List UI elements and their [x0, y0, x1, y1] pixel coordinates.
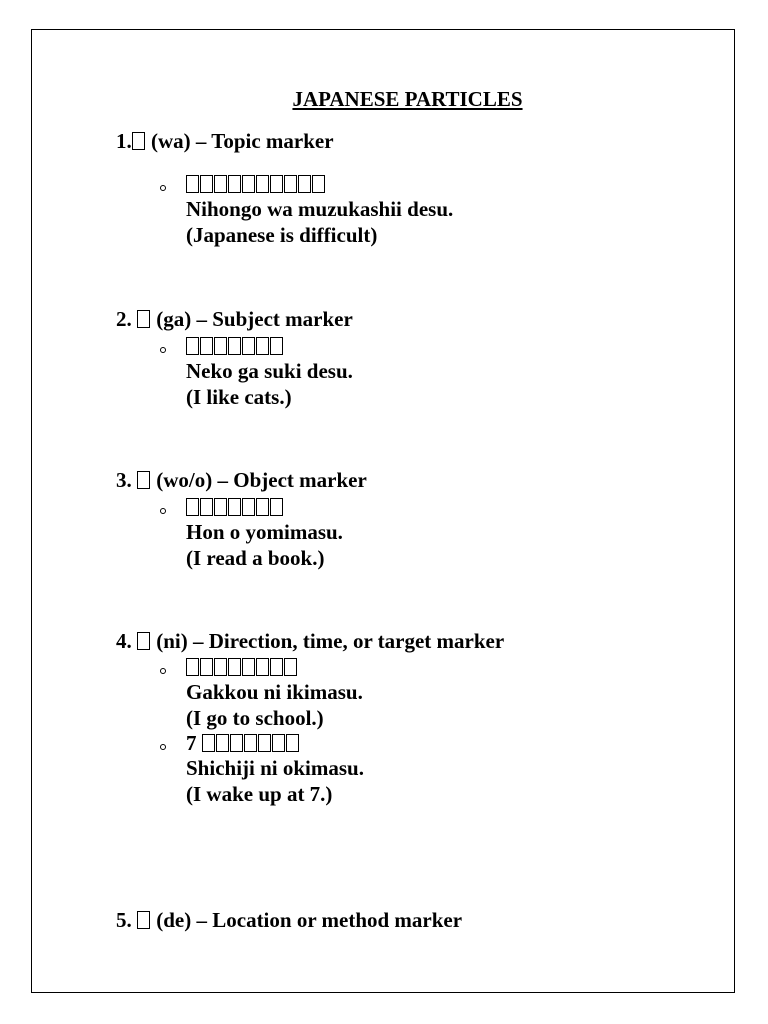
section-heading-ni — [116, 629, 504, 654]
example-ni-1 — [160, 655, 363, 731]
missing-glyph-icon — [200, 658, 213, 676]
example-japanese — [186, 172, 453, 197]
missing-glyph-icon — [186, 337, 199, 355]
missing-glyph-icon — [298, 175, 311, 193]
section-heading-wo — [116, 468, 367, 493]
example-translation: (Japanese is difficult) — [186, 222, 378, 247]
missing-glyph-icon — [137, 911, 150, 929]
missing-glyph-icon — [244, 734, 257, 752]
missing-glyph-icon — [242, 658, 255, 676]
missing-glyph-icon — [228, 175, 241, 193]
missing-glyph-icon — [200, 498, 213, 516]
section-heading-text: (ga) – Subject marker — [151, 307, 353, 331]
bullet-icon — [160, 347, 166, 353]
missing-glyph-icon — [216, 734, 229, 752]
missing-glyph-icon — [200, 175, 213, 193]
bullet-icon — [160, 668, 166, 674]
example-romaji: Nihongo wa muzukashii desu. — [186, 197, 454, 222]
missing-glyph-icon — [228, 498, 241, 516]
missing-glyph-icon — [270, 337, 283, 355]
example-ni-2 — [160, 731, 364, 807]
example-japanese — [186, 495, 343, 520]
missing-glyph-icon — [214, 175, 227, 193]
missing-glyph-icon — [214, 498, 227, 516]
example-japanese-prefix: 7 — [186, 731, 202, 755]
missing-glyph-icon — [272, 734, 285, 752]
missing-glyph-icon — [137, 310, 150, 328]
missing-glyph-icon — [137, 632, 150, 650]
section-number: 1. — [116, 129, 132, 153]
example-romaji: Hon o yomimasu. — [186, 520, 343, 545]
section-heading-ga — [116, 307, 353, 332]
example-translation: (I wake up at 7.) — [186, 781, 333, 806]
section-number: 3. — [116, 468, 137, 492]
section-number: 5. — [116, 908, 137, 932]
example-translation: (I go to school.) — [186, 705, 324, 730]
example-japanese — [186, 334, 353, 359]
missing-glyph-run — [202, 731, 300, 755]
section-heading-de — [116, 908, 462, 933]
missing-glyph-icon — [256, 337, 269, 355]
section-heading-text: (wa) – Topic marker — [145, 129, 334, 153]
example-japanese — [186, 731, 364, 756]
example-translation: (I read a book.) — [186, 545, 325, 570]
missing-glyph-run — [186, 495, 284, 519]
missing-glyph-icon — [256, 498, 269, 516]
example-japanese — [186, 655, 363, 680]
missing-glyph-icon — [242, 175, 255, 193]
missing-glyph-icon — [256, 658, 269, 676]
missing-glyph-icon — [242, 337, 255, 355]
missing-glyph-icon — [214, 658, 227, 676]
section-heading-text: (wo/o) – Object marker — [151, 468, 367, 492]
missing-glyph-icon — [202, 734, 215, 752]
missing-glyph-run — [186, 334, 284, 358]
missing-glyph-icon — [270, 658, 283, 676]
missing-glyph-icon — [256, 175, 269, 193]
missing-glyph-icon — [270, 498, 283, 516]
missing-glyph-icon — [132, 132, 145, 150]
missing-glyph-icon — [270, 175, 283, 193]
example-romaji: Gakkou ni ikimasu. — [186, 680, 363, 705]
section-number: 4. — [116, 629, 137, 653]
missing-glyph-icon — [242, 498, 255, 516]
missing-glyph-icon — [186, 175, 199, 193]
example-romaji: Shichiji ni okimasu. — [186, 756, 364, 781]
bullet-icon — [160, 744, 166, 750]
missing-glyph-run — [186, 172, 326, 196]
missing-glyph-icon — [258, 734, 271, 752]
example-ga-1 — [160, 334, 353, 410]
missing-glyph-icon — [186, 498, 199, 516]
missing-glyph-icon — [186, 658, 199, 676]
missing-glyph-run — [186, 655, 298, 679]
missing-glyph-icon — [284, 175, 297, 193]
bullet-icon — [160, 185, 166, 191]
example-romaji: Neko ga suki desu. — [186, 359, 353, 384]
missing-glyph-icon — [200, 337, 213, 355]
example-wo-1 — [160, 495, 343, 571]
missing-glyph-icon — [284, 658, 297, 676]
section-number: 2. — [116, 307, 137, 331]
missing-glyph-icon — [228, 658, 241, 676]
missing-glyph-icon — [228, 337, 241, 355]
missing-glyph-icon — [137, 471, 150, 489]
missing-glyph-icon — [230, 734, 243, 752]
bullet-icon — [160, 508, 166, 514]
example-wa-1 — [160, 172, 453, 248]
section-heading-text: (de) – Location or method marker — [151, 908, 463, 932]
example-translation: (I like cats.) — [186, 384, 292, 409]
section-heading-wa — [116, 129, 334, 154]
missing-glyph-icon — [286, 734, 299, 752]
section-heading-text: (ni) – Direction, time, or target marker — [151, 629, 505, 653]
document-title: JAPANESE PARTICLES — [292, 87, 523, 111]
missing-glyph-icon — [312, 175, 325, 193]
missing-glyph-icon — [214, 337, 227, 355]
